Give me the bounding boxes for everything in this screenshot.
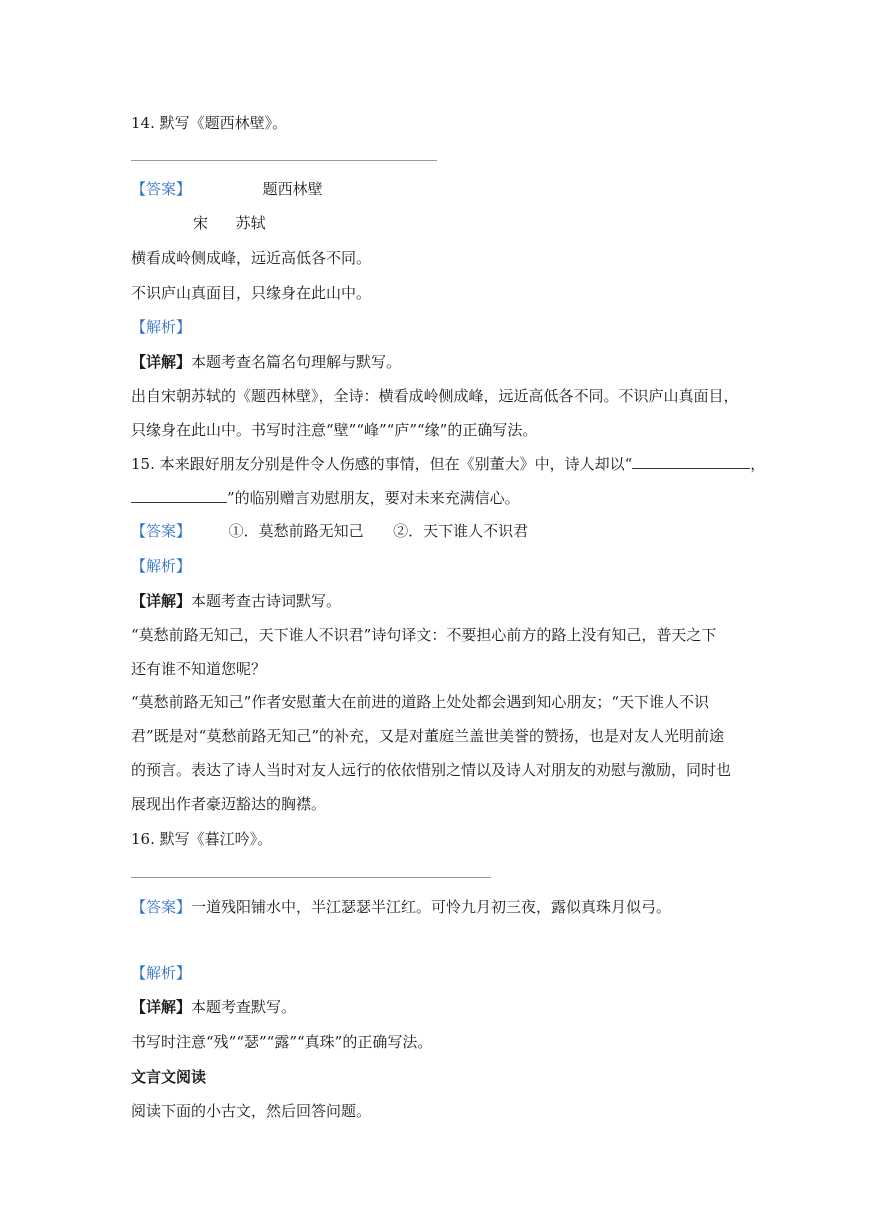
q14-question: 14. 默写《题西林壁》。 [131,114,288,132]
q15-question-line-2 [131,488,520,508]
author-dynasty: 宋 [193,214,209,232]
detail-tag: 【详解】 [131,353,192,371]
q14-explain-1: 出自宋朝苏轼的《题西林壁》，全诗：横看成岭侧成峰，远近高低各不同。不识庐山真面目， [131,387,739,405]
answer-1: ①．莫愁前路无知己 [228,522,364,540]
q15-explain-2: 还有谁不知道您呢？ [131,660,267,678]
poem-line-1: 横看成岭侧成峰，远近高低各不同。 [131,249,372,267]
q15-question-text: 15. 本来跟好朋友分别是件令人伤感的事情，但在《别董大》中，诗人却以“ [131,455,633,473]
q15-answer [131,521,528,541]
fill-blank-2[interactable] [131,488,227,503]
answer-tag: 【答案】 [131,522,192,540]
analysis-tag: 【解析】 [131,964,192,982]
q15-explain-6: 展现出作者豪迈豁达的胸襟。 [131,795,327,813]
poem-line-2: 不识庐山真面目，只缘身在此山中。 [131,284,372,302]
answer-tag: 【答案】 [131,898,192,916]
q16-answer [131,897,671,917]
q14-explain-2: 只缘身在此山中。书写时注意“壁”“峰”“庐”“缘”的正确写法。 [131,421,538,439]
detail-text: 本题考查古诗词默写。 [191,592,342,610]
section-instruction: 阅读下面的小古文，然后回答问题。 [131,1102,372,1120]
q14-answer-line [131,160,437,161]
q15-question-tail: ”的临别赠言劝慰朋友，要对未来充满信心。 [227,489,520,507]
q16-detail [131,997,296,1017]
section-heading: 文言文阅读 [131,1068,207,1086]
answer-text: 一道残阳铺水中，半江瑟瑟半江红。可怜九月初三夜，露似真珠月似弓。 [191,898,672,916]
detail-text: 本题考查名篇名句理解与默写。 [191,353,402,371]
poem-title: 题西林壁 [262,180,323,198]
poem-author [193,213,266,233]
q15-explain-3: “莫愁前路无知己”作者安慰董大在前进的道路上处处都会遇到知心朋友；“天下谁人不识 [131,693,710,711]
author-name: 苏轼 [235,214,266,232]
analysis-tag: 【解析】 [131,557,192,575]
q14-answer [131,179,323,199]
answer-2: ②．天下谁人不识君 [393,522,529,540]
q16-question: 16. 默写《暮江吟》。 [131,830,273,848]
answer-tag: 【答案】 [131,180,192,198]
fill-blank-1[interactable] [632,454,750,469]
detail-tag: 【详解】 [131,592,192,610]
q15-explain-1: “莫愁前路无知己，天下谁人不识君”诗句译文：不要担心前方的路上没有知己，普天之下 [131,626,717,644]
q15-explain-5: 的预言。表达了诗人当时对友人远行的依依惜别之情以及诗人对朋友的劝慰与激励，同时也 [131,761,732,779]
detail-tag: 【详解】 [131,998,192,1016]
q15-question-line-1 [131,454,765,474]
q15-detail [131,591,341,611]
q16-explain-1: 书写时注意“残”“瑟”“露”“真珠”的正确写法。 [131,1033,433,1051]
q16-answer-line [131,877,491,878]
q14-detail [131,352,401,372]
detail-text: 本题考查默写。 [191,998,297,1016]
analysis-tag: 【解析】 [131,318,192,336]
q15-comma: ， [750,455,766,473]
q15-explain-4: 君”既是对“莫愁前路无知己”的补充，又是对董庭兰盖世美誉的赞扬，也是对友人光明前途 [131,727,725,745]
